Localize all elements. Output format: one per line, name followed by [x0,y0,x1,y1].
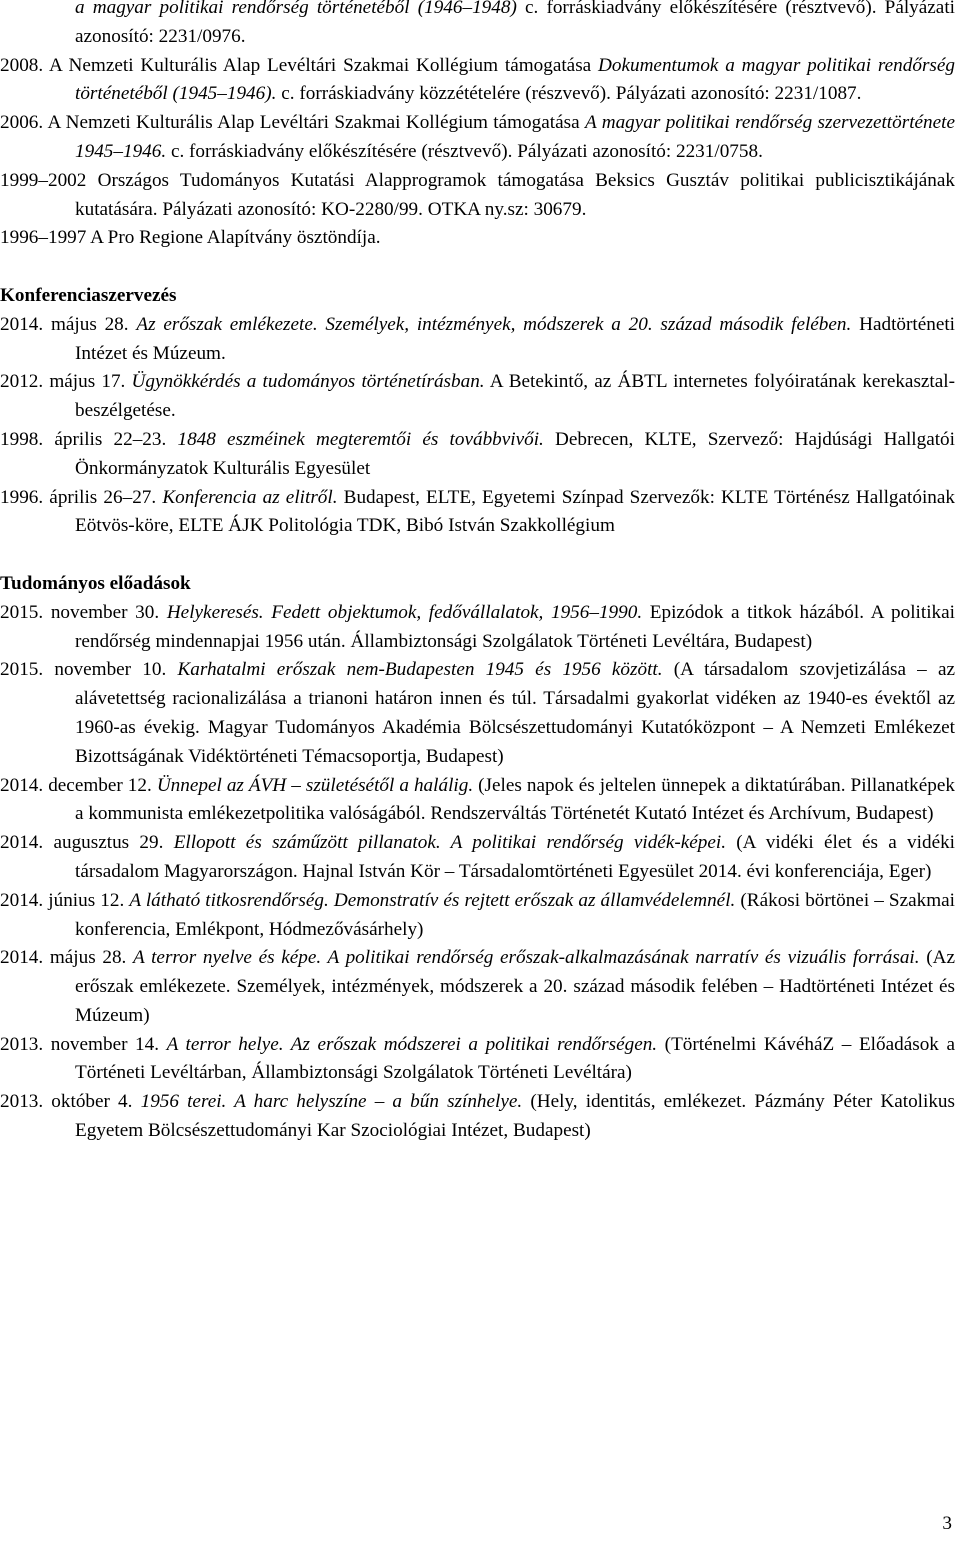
lecture-details: (Jeles napok és jeltelen ünnepek a diktatúrában. Pillanatképek a kommunista emlékezetpolitika valóságából. Rendszerváltás Történetét Kutató Intézet és Archívum, Budapest) [75,774,955,825]
lecture-entry [0,656,960,771]
conferences-heading: Konferenciaszervezés [0,284,177,306]
lecture-date: 2014. december 12. [0,774,152,796]
grant-entry [0,167,960,225]
grant-year: 2008. [0,54,44,76]
conference-title: Ügynökkérdés a tudományos történetírásban. [131,371,485,393]
grant-entry [0,0,960,52]
grant-year: 2006. [0,112,44,134]
lecture-title: Karhatalmi erőszak nem-Budapesten 1945 és 1956 között. [177,659,663,681]
grant-text: c. forráskiadvány előkészítésére (résztvevő). Pályázati azonosító: 2231/0976. [75,0,955,47]
grant-entry [0,109,960,167]
lecture-entry [0,1088,960,1146]
conference-date: 1996. április 26–27. [0,486,157,508]
lecture-entry [0,1031,960,1089]
conference-details: A Betekintő, az ÁBTL internetes folyóiratának kerekasztal-beszélgetése. [75,371,955,422]
conference-date: 2012. május 17. [0,371,126,393]
grants-list [0,0,960,253]
lecture-date: 2015. november 30. [0,601,160,623]
lecture-details: (Rákosi börtönei – Szakmai konferencia, Emlékpont, Hódmezővásárhely) [75,889,955,940]
conference-details: Budapest, ELTE, Egyetemi Színpad Szervezők: KLTE Történész Hallgatóinak Eötvös-köre, ELTE ÁJK Politológia TDK, Bibó István Szakkollégium [75,486,955,537]
lecture-date: 2014. május 28. [0,947,127,969]
lecture-entry [0,772,960,830]
grant-entry [0,52,960,110]
page-number: 3 [942,1513,952,1534]
grant-text: A Nemzeti Kulturális Alap Levéltári Szakmai Kollégium támogatása [43,54,599,76]
lecture-date: 2013. november 14. [0,1033,160,1055]
grant-title: a magyar politikai rendőrség történetéből (1946–1948) [75,0,517,18]
lecture-details: (Történelmi KávéháZ – Előadások a Történeti Levéltárban, Állambiztonsági Szolgálatok Történeti Levéltára) [75,1033,955,1084]
conference-date: 1998. április 22–23. [0,428,167,450]
lecture-date: 2013. október 4. [0,1091,133,1113]
grant-year: 1996–1997 [0,227,87,249]
conference-title: 1848 eszméinek megteremtői és továbbvivői. [177,428,544,450]
conference-date: 2014. május 28. [0,313,129,335]
lecture-details: (Hely, identitás, emlékezet. Pázmány Péter Katolikus Egyetem Bölcsészettudományi Kar Szociológiai Intézet, Budapest) [75,1091,955,1142]
lectures-section [0,570,960,1146]
lecture-entry [0,599,960,657]
lecture-entry [0,887,960,945]
conference-entry [0,484,960,542]
lecture-date: 2015. november 10. [0,659,167,681]
lecture-entry [0,829,960,887]
grant-title: A magyar politikai rendőrség szervezettörténete 1945–1946. [75,112,955,162]
grant-title: Dokumentumok a magyar politikai rendőrség történetéből (1945–1946). [75,54,956,105]
conference-entry [0,368,960,426]
conference-entry [0,426,960,484]
conference-entry [0,311,960,369]
grant-entry [0,224,960,253]
lecture-title: A terror nyelve és képe. A politikai rendőrség erőszak-alkalmazásának narratív és vizuális forrásai. [133,947,920,969]
lecture-details: (Az erőszak emlékezete. Személyek, intézmények, módszerek a 20. század második felében – Hadtörténeti Intézet és Múzeum) [75,947,955,1026]
lecture-details: Epizódok a titkok házából. A politikai rendőrség mindennapjai 1956 után. Állambiztonsági Szolgálatok Történeti Levéltára, Budapest) [75,601,955,652]
lecture-title: Ellopott és száműzött pillanatok. A politikai rendőrség vidék-képei. [173,832,727,854]
lecture-date: 2014. augusztus 29. [0,832,164,854]
grant-year: 1999–2002 [0,169,87,191]
conference-details: Debrecen, KLTE, Szervező: Hajdúsági Hallgatói Önkormányzatok Kulturális Egyesület [75,428,955,479]
lecture-title: Helykeresés. Fedett objektumok, fedővállalatok, 1956–1990. [166,601,643,623]
lecture-title: A terror helye. Az erőszak módszerei a politikai rendőrségen. [166,1033,658,1055]
conferences-section [0,282,960,541]
lecture-details: (A társadalom szovjetizálása – az alávetettség racionalizálása a trianoni határon innen és túl. Társadalmi gyakorlat vidéken az 1940-es évektől az 1960-as évekig. Magyar Tudományos Akadémia Bölcsészettudományi Kutatóközpont – A Nemzeti Emlékezet Bizottságának Vidéktörténeti Témacsoportja, Budapest) [75,659,955,767]
lecture-entry [0,944,960,1030]
grant-text: c. forráskiadvány előkészítésére (résztvevő). Pályázati azonosító: 2231/0758. [166,140,763,162]
lecture-date: 2014. június 12. [0,889,125,911]
conference-details: Hadtörténeti Intézet és Múzeum. [75,313,956,364]
lecture-title: A látható titkosrendőrség. Demonstratív és rejtett erőszak az államvédelemnél. [129,889,736,911]
grant-text: A Pro Regione Alapítvány ösztöndíja. [86,227,381,249]
lecture-details: (A vidéki élet és a vidéki társadalom Magyarországon. Hajnal István Kör – Társadalomtörténeti Egyesület 2014. évi konferenciája, Eger) [75,832,956,882]
lecture-title: 1956 terei. A harc helyszíne – a bűn színhelye. [140,1091,523,1113]
conference-title: Az erőszak emlékezete. Személyek, intézmények, módszerek a 20. század második felében. [136,313,852,335]
conference-title: Konferencia az elitről. [162,486,338,508]
lectures-heading: Tudományos előadások [0,572,191,594]
lecture-title: Ünnepel az ÁVH – születésétől a halálig. [156,774,474,796]
grant-text: c. forráskiadvány közzétételére (részvevő). Pályázati azonosító: 2231/1087. [276,83,862,105]
grant-text: A Nemzeti Kulturális Alap Levéltári Szakmai Kollégium támogatása [43,112,585,134]
grant-text: Országos Tudományos Kutatási Alapprogramok támogatása Beksics Gusztáv politikai publicisztikájának kutatására. Pályázati azonosító: KO-2280/99. OTKA ny.sz: 30679. [75,169,955,220]
